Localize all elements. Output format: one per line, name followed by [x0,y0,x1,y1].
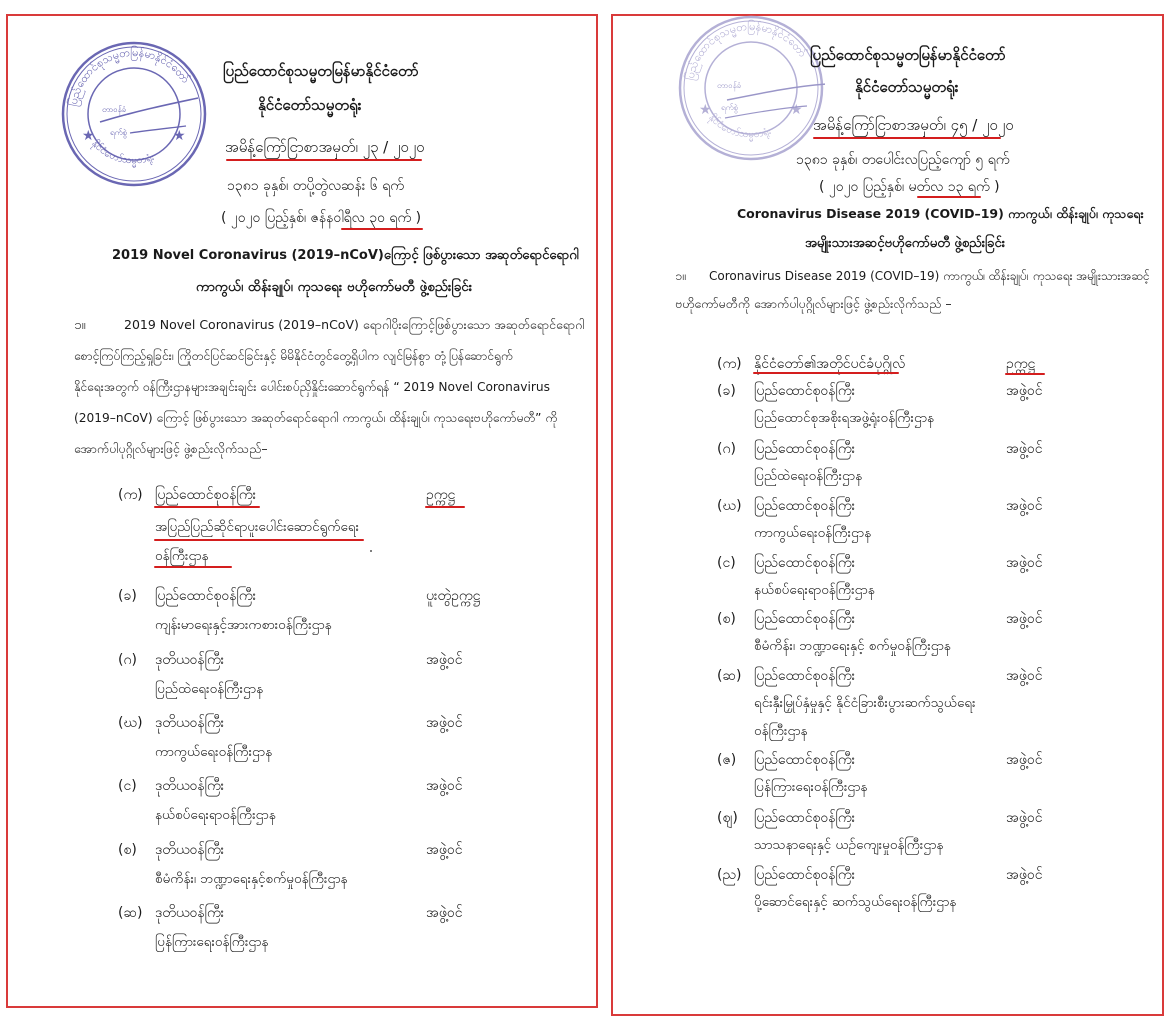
document-title: Coronavirus Disease 2019 (COVID–19) ကာကွယ်၊ ထိန်းချုပ်၊ ကုသရေး [737,206,1144,221]
member-ministry: ပြန်ကြားရေးဝန်ကြီးဌာန [754,779,868,795]
member-ministry: ရင်းနှီးမြှုပ်နှံမှုနှင့် နိုင်ငံခြားစီးပွားဆက်သွယ်ရေး [754,695,976,711]
seal-ring-text: ပြည်ထောင်စုသမ္မတမြန်မာနိုင်ငံတော် [66,45,193,108]
member-role: အဖွဲ့ဝင် [1006,441,1043,457]
seal-star-icon: ★ [699,102,712,118]
red-underline [341,228,423,230]
paragraph-line: ဗဟိုကော်မတီကို အောက်ပါပုဂ္ဂိုလ်များဖြင့် ဖွဲ့စည်းလိုက်သည် – [675,296,952,311]
signature-stroke [727,84,825,100]
member-ministry: ပြည်ထဲရေးဝန်ကြီးဌာန [754,468,863,484]
member-role: အဖွဲ့ဝင် [1006,555,1043,571]
member-mark: (စ) [118,842,137,858]
member-ministry: ဝန်ကြီးဌာန [754,723,808,739]
member-ministry: စီမံကိန်း၊ ဘဏ္ဍာရေးနှင့် စက်မှုဝန်ကြီးဌာန [754,638,951,654]
member-ministry: နယ်စပ်ရေးရာဝန်ကြီးဌာန [754,582,875,598]
member-role: အဖွဲ့ဝင် [426,715,463,731]
seal-inner-label: ရက်စွဲ [110,128,127,137]
member-title: ပြည်ထောင်စုဝန်ကြီး [754,810,856,826]
ink-speck [370,550,372,552]
member-ministry: စီမံကိန်း၊ ဘဏ္ဍာရေးနှင့်စက်မှုဝန်ကြီးဌာန [155,871,348,887]
member-mark: (ည) [717,867,742,883]
member-ministry: ဝန်ကြီးဌာန [155,548,209,564]
member-role: အဖွဲ့ဝင် [1006,668,1043,684]
red-underline [753,372,899,374]
seal-inner-label: ရက်စွဲ [721,103,738,112]
paragraph-number: ၁။ [74,317,86,333]
paragraph-line: 2019 Novel Coronavirus (2019–nCoV) ရောဂါပိုးကြောင့်ဖြစ်ပွားသော အဆုတ်ရောင်ရောဂါ [124,317,585,332]
seal-star-icon: ★ [173,128,186,144]
paragraph-line: စောင့်ကြပ်ကြည့်ရှုခြင်း၊ ကြိုတင်ပြင်ဆင်ခြင်းနှင့် မိမိနိုင်ငံတွင်တွေ့ရှိပါက လျင်မြန်စွာ တုံ့ပြန်ဆောင်ရွက် [74,349,513,363]
seal-star-icon: ★ [790,102,803,118]
document-title: အမျိုးသားအဆင့်ဗဟိုကော်မတီ ဖွဲ့စည်းခြင်း [805,236,1006,251]
red-underline [425,506,465,508]
order-number: အမိန့်ကြော်ငြာစာအမှတ်၊ ၄၅ / ၂၀၂၀ [813,116,1014,134]
document-title: 2019 Novel Coronavirus (2019–nCoV)ကြောင့် ဖြစ်ပွားသော အဆုတ်ရောင်ရောဂါ [112,248,579,263]
member-role: အဖွဲ့ဝင် [426,842,463,858]
member-role: အဖွဲ့ဝင် [1006,498,1043,514]
member-title: ပြည်ထောင်စုဝန်ကြီး [754,441,856,457]
date-gregorian: ( ၂၀၂၀ ပြည့်နှစ်၊ ဇန်နဝါရီလ ၃၀ ရက် ) [221,210,422,226]
header-office: နိုင်ငံတော်သမ္မတရုံး [855,78,959,96]
member-role: ဥက္ကဋ္ဌ [1006,356,1036,372]
document-right [611,14,1164,1016]
member-role: အဖွဲ့ဝင် [1006,611,1043,627]
date-myanmar: ၁၃၈၁ ခုနှစ်၊ တပို့တွဲလဆန်း ၆ ရက် [227,178,404,194]
member-role: အဖွဲ့ဝင် [1006,867,1043,883]
member-ministry: ပြည်ထဲရေးဝန်ကြီးဌာန [155,681,264,697]
order-number: အမိန့်ကြော်ငြာစာအမှတ်၊ ၂၃ / ၂၀၂၀ [225,138,425,156]
member-mark: (ဈ) [717,810,738,826]
member-ministry: ကာကွယ်ရေးဝန်ကြီးဌာန [754,525,872,541]
member-role: အဖွဲ့ဝင် [426,905,463,921]
red-underline [154,506,260,508]
date-myanmar: ၁၃၈၁ ခုနှစ်၊ တပေါင်းလပြည့်ကျော် ၅ ရက် [796,152,1010,168]
member-mark: (ဂ) [118,652,137,668]
member-mark: (စ) [717,611,736,627]
member-title: ဒုတိယဝန်ကြီး [155,905,225,921]
member-mark: (ဃ) [118,715,143,731]
member-title: ပြည်ထောင်စုဝန်ကြီး [754,498,856,514]
member-title: ပြည်ထောင်စုဝန်ကြီး [754,611,856,627]
member-ministry: ပြည်ထောင်စုအစိုးရအဖွဲ့ရုံးဝန်ကြီးဌာန [754,410,934,426]
member-ministry: ပြန်ကြားရေးဝန်ကြီးဌာန [155,934,269,950]
member-title: နိုင်ငံတော်၏အတိုင်ပင်ခံပုဂ္ဂိုလ် [754,356,906,372]
member-title: ပြည်ထောင်စုဝန်ကြီး [754,555,856,571]
paragraph-line: Coronavirus Disease 2019 (COVID–19) ကာကွယ်၊ ထိန်းချုပ်၊ ကုသရေး အမျိုးသားအဆင့် [709,269,1150,283]
member-title: ဒုတိယဝန်ကြီး [155,842,225,858]
member-mark: (ဂ) [717,441,736,457]
red-underline [917,196,981,198]
member-title: ပြည်ထောင်စုဝန်ကြီး [155,588,257,604]
red-underline [154,566,232,568]
official-seal-right [677,14,825,162]
seal-ring-text: ပြည်ထောင်စုသမ္မတမြန်မာနိုင်ငံတော် [683,19,810,82]
seal-bottom-text: နိုင်ငံတော်သမ္မတရုံး [706,112,773,141]
member-mark: (ခ) [717,383,736,399]
member-role: အဖွဲ့ဝင် [1006,752,1043,768]
member-title: ပြည်ထောင်စုဝန်ကြီး [155,487,257,503]
member-role: ဥက္ကဋ္ဌ [426,487,456,503]
member-title: ဒုတိယဝန်ကြီး [155,652,225,668]
member-title: ပြည်ထောင်စုဝန်ကြီး [754,752,856,768]
member-mark: (က) [717,356,742,372]
member-title: ဒုတိယဝန်ကြီး [155,715,225,731]
red-underline [226,159,422,161]
document-title: ကာကွယ်၊ ထိန်းချုပ်၊ ကုသရေး ဗဟိုကော်မတီ ဖွဲ့စည်းခြင်း [196,279,473,295]
member-ministry: သာသနာရေးနှင့် ယဉ်ကျေးမှုဝန်ကြီးဌာန [754,837,944,853]
document-left [6,14,598,1008]
member-mark: (ဇ) [717,752,737,768]
member-role: အဖွဲ့ဝင် [1006,810,1043,826]
member-mark: (ဆ) [118,905,143,921]
seal-star-icon: ★ [82,128,95,144]
svg-text:နိုင်ငံတော်သမ္မတရုံး [88,137,157,168]
official-seal-left [60,40,208,188]
member-mark: (ဃ) [717,498,742,514]
member-title: ပြည်ထောင်စုဝန်ကြီး [754,668,856,684]
header-country: ပြည်ထောင်စုသမ္မတမြန်မာနိုင်ငံတော် [810,46,1006,64]
member-ministry: ကာကွယ်ရေးဝန်ကြီးဌာန [155,744,273,760]
member-mark: (ခ) [118,588,137,604]
member-role: အဖွဲ့ဝင် [426,778,463,794]
member-ministry: ကျန်းမာရေးနှင့်အားကစားဝန်ကြီးဌာန [155,617,332,633]
member-mark: (င) [717,555,736,571]
member-role: ပူးတွဲဥက္ကဋ္ဌ [426,588,481,604]
header-country: ပြည်ထောင်စုသမ္မတမြန်မာနိုင်ငံတော် [223,62,419,80]
member-mark: (က) [118,487,143,503]
member-title: ဒုတိယဝန်ကြီး [155,778,225,794]
member-role: အဖွဲ့ဝင် [1006,383,1043,399]
member-ministry: အပြည်ပြည်ဆိုင်ရာပူးပေါင်းဆောင်ရွက်ရေး [155,519,360,535]
member-role: အဖွဲ့ဝင် [426,652,463,668]
paragraph-number: ၁။ [675,268,686,283]
member-ministry: ပို့ဆောင်ရေးနှင့် ဆက်သွယ်ရေးဝန်ကြီးဌာန [754,894,957,910]
member-title: ပြည်ထောင်စုဝန်ကြီး [754,867,856,883]
header-office: နိုင်ငံတော်သမ္မတရုံး [258,96,362,114]
member-title: ပြည်ထောင်စုဝန်ကြီး [754,383,856,399]
red-underline [1005,373,1045,375]
red-underline [154,539,364,541]
paragraph-line: (2019–nCoV) ကြောင့် ဖြစ်ပွားသော အဆုတ်ရောင်ရောဂါ ကာကွယ်၊ ထိန်းချုပ်၊ ကုသရေးဗဟိုကော်မတီ” ကို [74,411,558,425]
paragraph-line: နိုင်ရေးအတွက် ဝန်ကြီးဌာနများအချင်းချင်း ပေါင်းစပ်ညှိနှိုင်းဆောင်ရွက်ရန် “ 2019 Novel Coronavirus [74,380,550,394]
seal-inner-label: တာဝန်ခံ [102,105,127,114]
member-mark: (င) [118,778,137,794]
paragraph-line: အောက်ပါပုဂ္ဂိုလ်များဖြင့် ဖွဲ့စည်းလိုက်သည်– [74,441,268,456]
seal-bottom-text: နိုင်ငံတော်သမ္မတရုံး [89,138,156,167]
red-underline [813,137,1001,139]
member-ministry: နယ်စပ်ရေးရာဝန်ကြီးဌာန [155,807,276,823]
seal-inner-label: တာဝန်ခံ [717,81,742,90]
member-mark: (ဆ) [717,668,742,684]
date-gregorian: ( ၂၀၂၀ ပြည့်နှစ်၊ မတ်လ ၁၃ ရက် ) [819,179,1000,195]
